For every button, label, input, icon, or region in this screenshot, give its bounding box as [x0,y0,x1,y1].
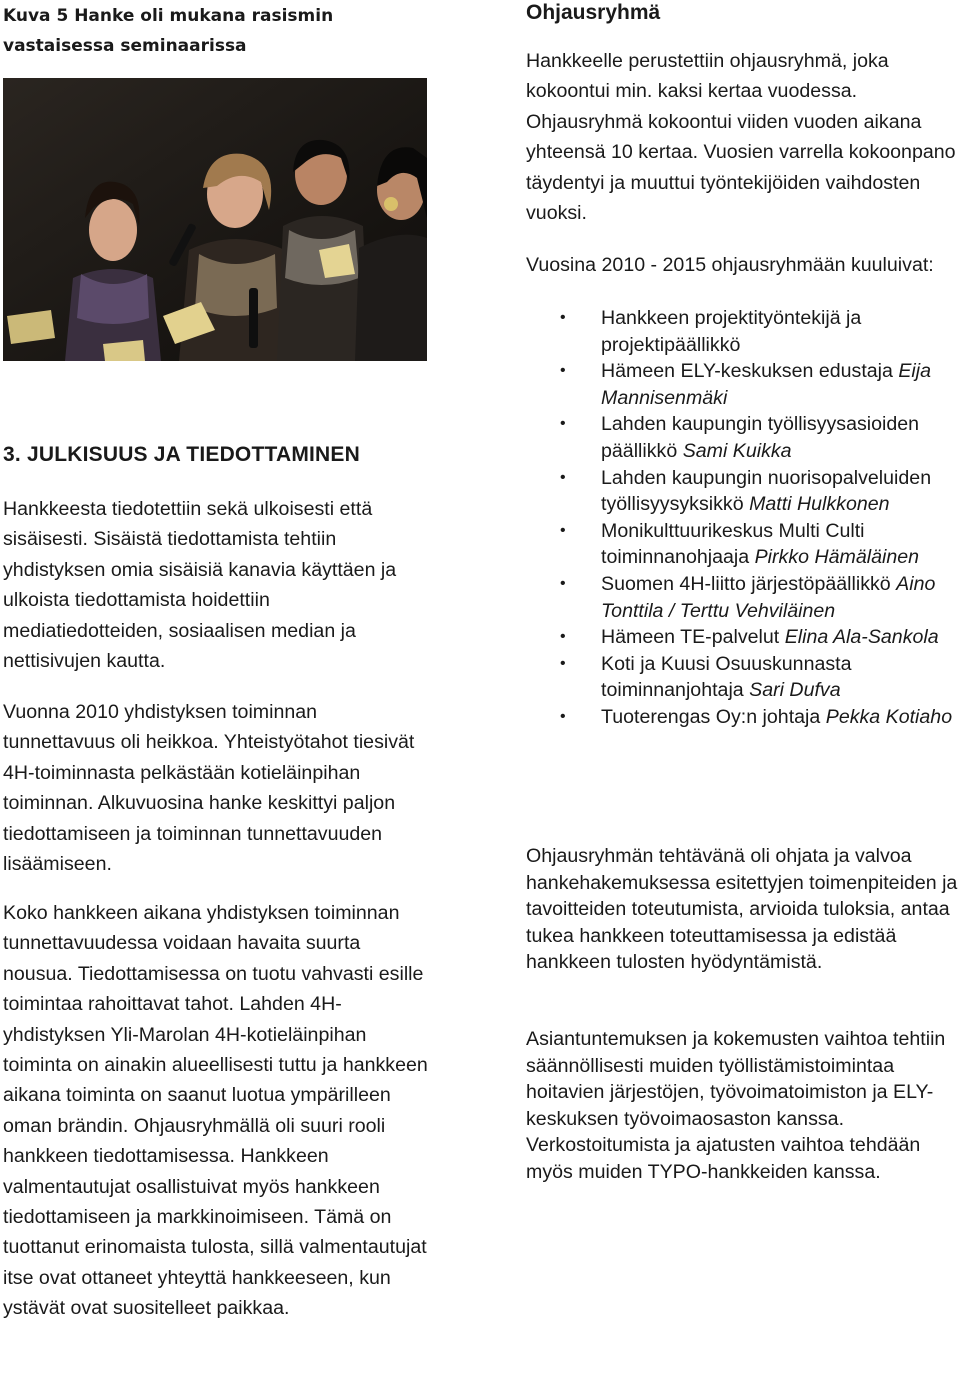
members-intro [526,252,958,279]
member-name: Pirkko Hämäläinen [754,546,920,569]
figure-caption: Kuva 5 Hanke oli mukana rasismin vastaisessa seminaarissa [3,6,334,56]
member-role: Koti ja Kuusi Osuuskunnasta toiminnanjohtaja [601,652,852,702]
bullet-icon: • [560,521,566,539]
member-name: Pekka Kotiaho [825,705,953,728]
bullet-icon: • [560,654,566,672]
list-item [526,358,958,411]
member-role: Hämeen TE-palvelut [601,626,785,649]
member-name: Elina Ala-Sankola [784,626,939,649]
member-role: Lahden kaupungin nuorisopalveluiden työllisyysyksikkö [601,466,932,516]
member-name: Sami Kuikka [682,439,792,462]
list-item [526,624,958,651]
member-name: Eija Mannisenmäki [601,360,932,409]
list-item [526,518,958,571]
member-role: Hämeen ELY-keskuksen edustaja [601,360,899,383]
bullet-icon: • [560,309,566,326]
steering-group-intro [526,46,958,228]
members-list [526,305,958,731]
member-name: Sari Dufva [749,679,841,702]
list-item [526,651,958,704]
paragraph-1-text: Hankkeesta tiedotettiin sekä ulkoisesti että sisäisesti. Sisäistä tiedottamista tehtiin yhdistyksen omia sisäisiä kanavia käyttäen ja ulkoista tiedottamista hoidettiin mediatiedotteiden, sosiaalisen median ja nettisivujen kautta. [3,498,397,673]
list-item [526,704,958,731]
paragraph-3-text: Koko hankkeen aikana yhdistyksen toiminnan tunnettavuudessa voidaan havaita suurta nousua. Tiedottamisessa on tuotu vahvasti esille toimintaa rahoittavat tahot. Lahden 4H-yhdistyksen Yli-Marolan 4H-kotieläinpihan toiminta on ainakin alueellisesti tuttu ja hankkeen aikana toiminta on saanut luotua ympärilleen oman brändin. Ohjausryhmällä oli suuri rooli hankkeen tiedottamisessa. Hankkeen valmentautujat osallistuivat myös hankkeen tiedottamiseen ja markkinoimiseen. Tämä on tuottanut erinomaista tulosta, sillä valmentautujat itse ovat ottaneet yhteyttä hankkeeseen, kun ystävät ovat suositelleet paikkaa. [3,902,428,1320]
networking-paragraph-text: Asiantuntemuksen ja kokemusten vaihtoa tehtiin säännöllisesti muiden työllistämistoimintaa hoitavien järjestöjen, työvoimatoimiston ja ELY-keskuksen työvoimaosaston kanssa. Verkostoitumista ja ajatusten vaihtoa tehdään myös muiden TYPO-hankkeiden kanssa. [526,1028,946,1183]
networking-paragraph [526,1026,958,1186]
list-item [526,465,958,518]
bullet-icon: • [560,707,566,725]
steering-group-intro-text: Hankkeelle perustettiin ohjausryhmä, joka kokoontui min. kaksi kertaa vuodessa. Ohjausryhmä kokoontui viiden vuoden aikana yhteensä 10 kertaa. Vuosien varrella kokoonpano täydentyi ja muuttui työntekijöiden vaihdosten vuoksi. [526,50,956,225]
seminar-photo [3,78,427,361]
section-title: 3. JULKISUUS JA TIEDOTTAMINEN [3,443,360,466]
list-item [526,305,958,358]
bullet-icon: • [560,468,566,486]
member-role: Hankkeen projektityöntekijä ja projektipäällikkö [601,307,862,356]
paragraph-3 [3,898,431,1324]
members-intro-text: Vuosina 2010 - 2015 ohjausryhmään kuuluivat: [526,254,934,276]
member-role: Suomen 4H-liitto järjestöpäällikkö [601,572,897,595]
member-name: Aino Tonttila / Terttu Vehviläinen [601,572,936,622]
member-role: Lahden kaupungin työllisyysasioiden päällikkö [601,413,920,462]
bullet-icon: • [560,362,566,380]
paragraph-2 [3,697,431,879]
steering-group-tasks [526,843,958,976]
list-item [526,411,958,464]
steering-group-tasks-text: Ohjausryhmän tehtävänä oli ohjata ja valvoa hankehakemuksessa esitettyjen toimenpiteiden ja tavoitteiden toteutumista, arvioida tuloksia, antaa tukea hankkeen toteuttamisessa ja edistää hankkeen tulosten hyödyntämistä. [526,845,958,974]
bullet-icon: • [560,574,566,592]
member-name: Matti Hulkkonen [749,493,890,516]
list-item [526,571,958,624]
member-role: Monikulttuurikeskus Multi Culti toiminnanohjaaja [601,519,865,569]
paragraph-1 [3,494,431,676]
paragraph-2-text: Vuonna 2010 yhdistyksen toiminnan tunnettavuus oli heikkoa. Yhteistyötahot tiesivät 4H-toiminnasta pelkästään kotieläinpihan toiminnan. Alkuvuosina hanke keskittyi paljon tiedottamiseen ja toiminnan tunnettavuuden lisäämiseen. [3,701,415,876]
bullet-icon: • [560,415,566,433]
seminar-photo-illustration [3,78,427,361]
steering-group-title: Ohjausryhmä [526,1,661,24]
member-role: Tuoterengas Oy:n johtaja [601,705,826,728]
bullet-icon: • [560,628,566,646]
